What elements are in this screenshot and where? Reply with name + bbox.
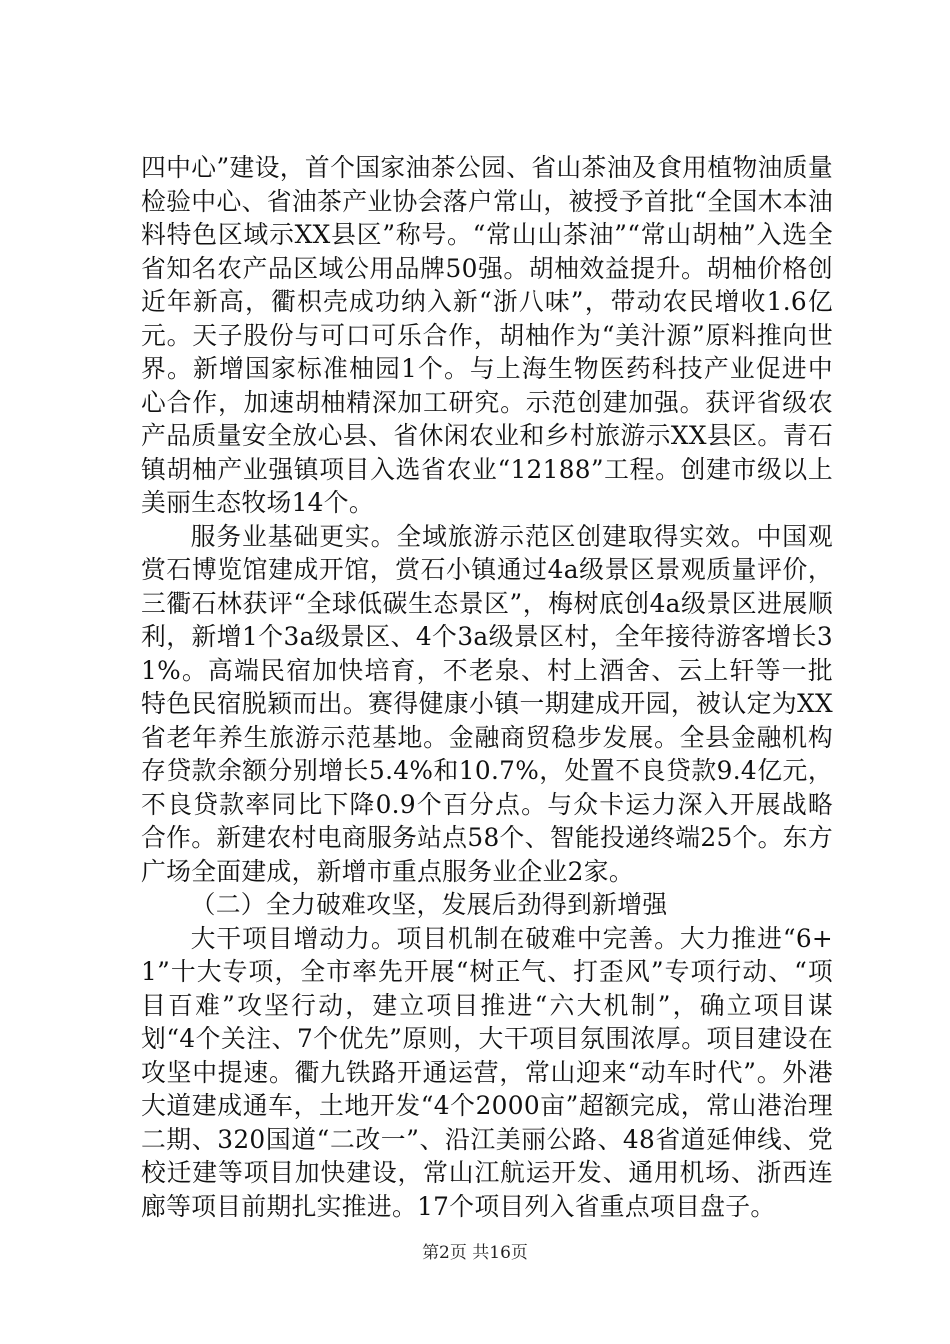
- document-body: [141, 151, 833, 1223]
- page-number-footer: 第2页 共16页: [422, 1243, 528, 1263]
- paragraph-2: 服务业基础更实。全域旅游示范区创建取得实效。中国观赏石博览馆建成开馆，赏石小镇通过4a级景区景观质量评价，三衢石林获评“全球低碳生态景区”，梅树底创4a级景区进展顺利，新增1个3a级景区、4个3a级景区村，全年接待游客增长31%。高端民宿加快培育，不老泉、村上酒舍、云上轩等一批特色民宿脱颖而出。赛得健康小镇一期建成开园，被认定为XX省老年养生旅游示范基地。金融商贸稳步发展。全县金融机构存贷款余额分别增长5.4%和10.7%，处置不良贷款9.4亿元，不良贷款率同比下降0.9个百分点。与众卡运力深入开展战略合作。新建农村电商服务站点58个、智能投递终端25个。东方广场全面建成，新增市重点服务业企业2家。: [141, 521, 833, 886]
- paragraph-3: 大干项目增动力。项目机制在破难中完善。大力推进“6+1”十大专项，全市率先开展“树正气、打歪风”专项行动、“项目百难”攻坚行动，建立项目推进“六大机制”，确立项目谋划“4个关注、7个优先”原则，大干项目氛围浓厚。项目建设在攻坚中提速。衢九铁路开通运营，常山迎来“动车时代”。外港大道建成通车，土地开发“4个2000亩”超额完成，常山港治理二期、320国道“二改一”、沿江美丽公路、48省道延伸线、党校迁建等项目加快建设，常山江航运开发、通用机场、浙西连廊等项目前期扎实推进。17个项目列入省重点项目盘子。: [141, 923, 833, 1221]
- paragraph-1: 四中心”建设，首个国家油茶公园、省山茶油及食用植物油质量检验中心、省油茶产业协会落户常山，被授予首批“全国木本油料特色区域示XX县区”称号。“常山山茶油”“常山胡柚”入选全省知名农产品区域公用品牌50强。胡柚效益提升。胡柚价格创近年新高，衢枳壳成功纳入新“浙八味”，带动农民增收1.6亿元。天子股份与可口可乐合作，胡柚作为“美汁源”原料推向世界。新增国家标准柚园1个。与上海生物医药科技产业促进中心合作，加速胡柚精深加工研究。示范创建加强。获评省级农产品质量安全放心县、省休闲农业和乡村旅游示XX县区。青石镇胡柚产业强镇项目入选省农业“12188”工程。创建市级以上美丽生态牧场14个。: [141, 153, 833, 517]
- section-heading: （二）全力破难攻坚，发展后劲得到新增强: [190, 890, 668, 919]
